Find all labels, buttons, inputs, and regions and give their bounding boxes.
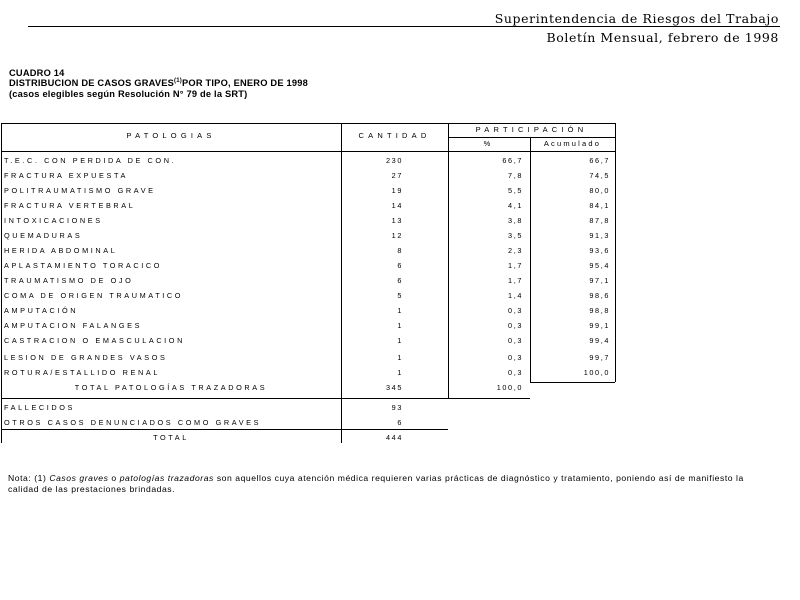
header-cantidad: CANTIDAD [358,131,431,140]
total-trazadoras-bottom-border [1,398,448,399]
row-name: INTOXICACIONES [4,216,103,225]
row-cantidad: 13 [391,216,403,225]
title-main-suffix: POR TIPO, ENERO DE 1998 [181,78,308,89]
row-name: HERIDA ABDOMINAL [4,246,118,255]
row-name: QUEMADURAS [4,231,83,240]
row-acumulado: 95,4 [589,261,610,270]
footnote [8,473,768,494]
row-acumulado: 91,3 [589,231,610,240]
row-pct: 0,3 [508,353,523,362]
row-pct: 1,7 [508,261,523,270]
note-term-patologias: patologías trazadoras [119,473,214,483]
row-pct: 66,7 [502,156,523,165]
row-pct: 0,3 [508,321,523,330]
title-footnote-ref: (1) [174,78,182,84]
table-left-border [1,123,2,443]
participacion-subheader-rule [448,137,615,138]
title-subtitle: (casos elegibles según Resolución N° 79 de la SRT) [9,89,248,99]
note-body: son aquellos cuya atención médica requieren varias prácticas de diagnóstico y tratamiento, poniendo así de manifiesto la calidad de las prestaciones brindadas. [8,473,744,494]
row-name: APLASTAMIENTO TORACICO [4,261,163,270]
header-bulletin: Boletín Mensual, febrero de 1998 [546,30,779,45]
pct-bottom-border [448,398,530,399]
row-name: FRACTURA EXPUESTA [4,171,128,180]
row-acumulado: 87,8 [589,216,610,225]
title-cuadro: CUADRO 14 [9,68,65,78]
fallecidos-cantidad: 93 [391,403,403,412]
row-cantidad: 1 [397,336,403,345]
note-term-casos-graves: Casos graves [49,473,109,483]
header-participacion: PARTICIPACIÓN [475,125,588,134]
row-cantidad: 6 [397,276,403,285]
row-cantidad: 27 [391,171,403,180]
total-label: TOTAL [153,433,189,442]
row-pct: 3,8 [508,216,523,225]
row-pct: 4,1 [508,201,523,210]
row-acumulado: 80,0 [589,186,610,195]
total-trazadoras-cantidad: 345 [386,383,403,392]
row-acumulado: 99,1 [589,321,610,330]
row-cantidad: 230 [386,156,403,165]
row-name: COMA DE ORIGEN TRAUMATICO [4,291,184,300]
title-main-text: DISTRIBUCION DE CASOS GRAVES [9,78,175,89]
row-pct: 3,5 [508,231,523,240]
row-acumulado: 66,7 [589,156,610,165]
otros-cantidad: 6 [397,418,403,427]
row-name: POLITRAUMATISMO GRAVE [4,186,156,195]
total-trazadoras-label: TOTAL PATOLOGÍAS TRAZADORAS [74,383,268,392]
row-pct: 1,7 [508,276,523,285]
row-pct: 0,3 [508,306,523,315]
row-name: ROTURA/ESTALLIDO RENAL [4,368,160,377]
header-bottom-border [1,151,615,152]
row-name: LESION DE GRANDES VASOS [4,353,168,362]
row-acumulado: 98,8 [589,306,610,315]
header-organization: Superintendencia de Riesgos del Trabajo [494,11,779,26]
row-cantidad: 5 [397,291,403,300]
row-pct: 1,4 [508,291,523,300]
row-pct: 0,3 [508,368,523,377]
row-pct: 5,5 [508,186,523,195]
row-cantidad: 19 [391,186,403,195]
row-acumulado: 99,7 [589,353,610,362]
row-cantidad: 6 [397,261,403,270]
row-acumulado: 93,6 [589,246,610,255]
row-acumulado: 99,4 [589,336,610,345]
otros-label: OTROS CASOS DENUNCIADOS COMO GRAVES [4,418,262,427]
acum-bottom-border [530,382,615,383]
row-pct: 0,3 [508,336,523,345]
row-cantidad: 8 [397,246,403,255]
row-cantidad: 1 [397,306,403,315]
row-name: T.E.C. CON PERDIDA DE CON. [4,156,177,165]
total-cantidad: 444 [386,433,403,442]
row-name: AMPUTACION FALANGES [4,321,143,330]
row-name: AMPUTACIÓN [4,306,79,315]
row-name: TRAUMATISMO DE OJO [4,276,134,285]
row-pct: 7,8 [508,171,523,180]
row-name: CASTRACION O EMASCULACION [4,336,185,345]
total-trazadoras-pct: 100,0 [496,383,523,392]
row-pct: 2,3 [508,246,523,255]
note-prefix: Nota: (1) [8,473,50,483]
row-cantidad: 1 [397,353,403,362]
total-top-border [1,429,448,430]
header-patologias: PATOLOGIAS [126,131,216,140]
table-top-border [1,123,615,124]
row-acumulado: 84,1 [589,201,610,210]
row-acumulado: 74,5 [589,171,610,180]
row-acumulado: 98,6 [589,291,610,300]
row-acumulado: 97,1 [589,276,610,285]
row-acumulado: 100,0 [583,368,610,377]
row-cantidad: 1 [397,368,403,377]
table-right-border [615,123,616,382]
row-cantidad: 12 [391,231,403,240]
row-cantidad: 1 [397,321,403,330]
note-connector: o [108,473,120,483]
row-name: FRACTURA VERTEBRAL [4,201,136,210]
header-acumulado: Acumulado [543,139,602,148]
row-cantidad: 14 [391,201,403,210]
header-pct: % [483,139,495,148]
fallecidos-label: FALLECIDOS [4,403,76,412]
